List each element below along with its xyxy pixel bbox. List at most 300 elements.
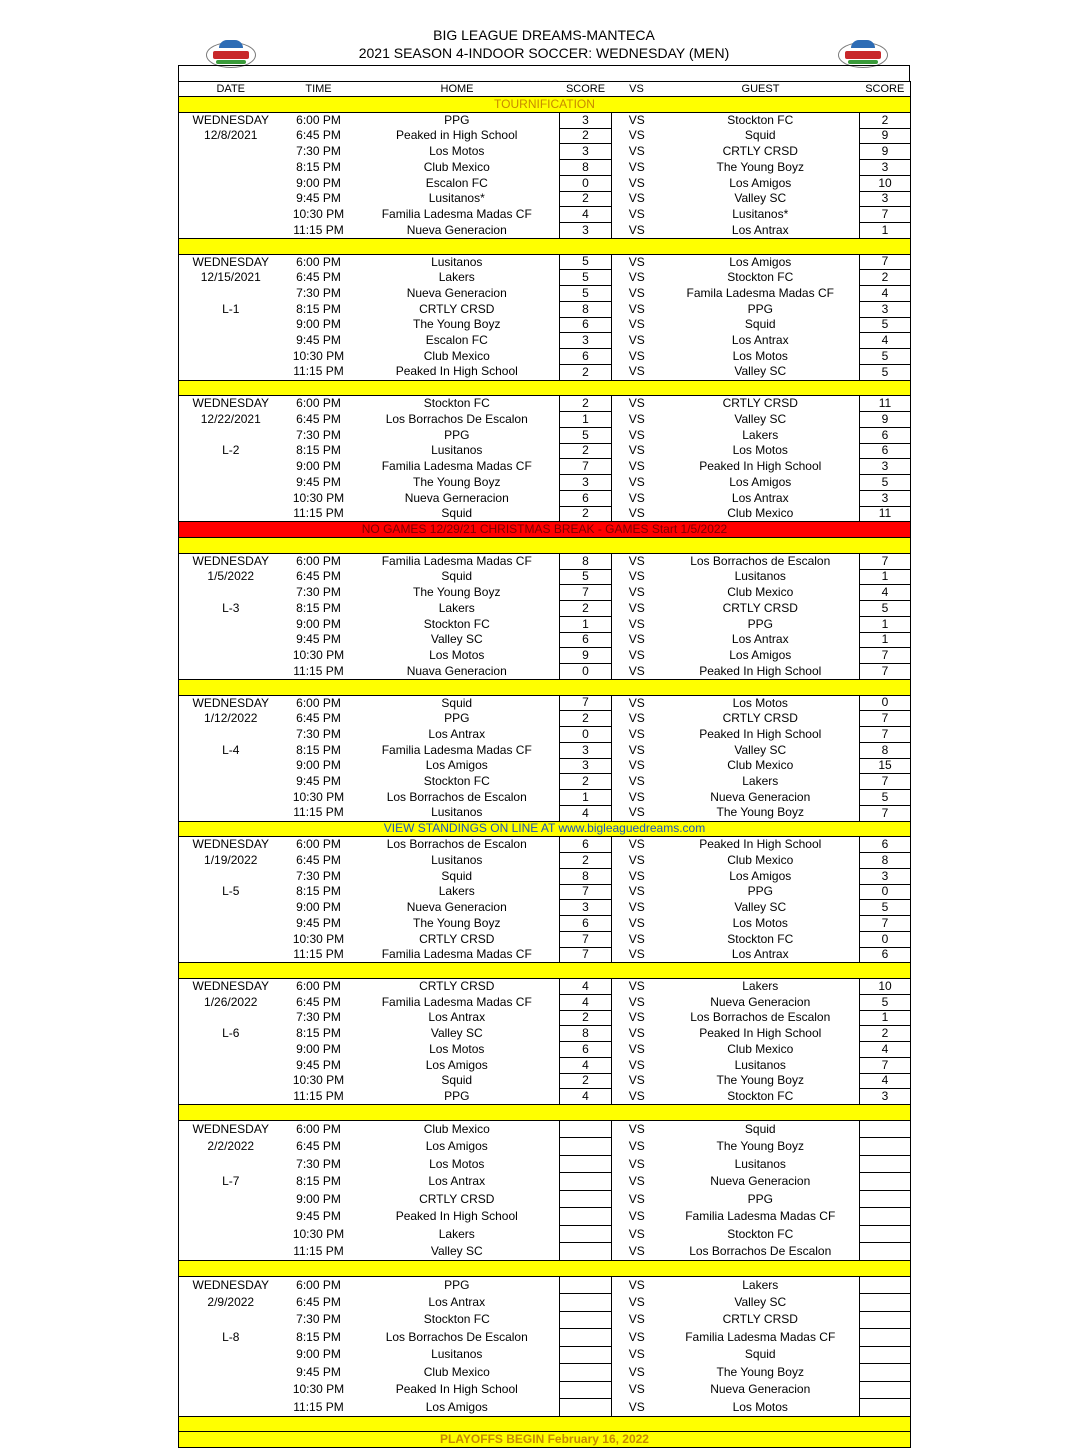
- home-score-cell: [560, 1155, 612, 1173]
- date-cell: 12/22/2021: [179, 412, 283, 428]
- table-row: [179, 774, 911, 790]
- home-score-cell: 0: [560, 664, 612, 680]
- guest-team-cell: Peaked In High School: [699, 663, 822, 678]
- guest-score-cell: 7: [860, 648, 911, 664]
- home-team-cell: Lusitanos*: [428, 191, 485, 206]
- time-cell: 11:15 PM: [293, 364, 344, 379]
- home-team-cell: Lusitanos: [431, 254, 483, 269]
- home-team-cell: Lakers: [438, 1226, 475, 1241]
- vs-cell: VS: [628, 1347, 645, 1362]
- guest-team-cell: Lakers: [742, 1277, 779, 1292]
- vs-cell: VS: [628, 726, 645, 741]
- table-row: [179, 1294, 911, 1312]
- guest-team-cell: Stockton FC: [727, 270, 794, 285]
- table-row: [179, 758, 911, 774]
- table-row: [179, 884, 911, 900]
- guest-score-cell: 4: [860, 1042, 911, 1058]
- table-row: [179, 128, 911, 144]
- guest-score-cell: [860, 1276, 911, 1294]
- table-row: [179, 427, 911, 443]
- time-cell: 6:00 PM: [296, 837, 341, 852]
- guest-score-cell: [860, 1346, 911, 1364]
- home-team-cell: CRTLY CRSD: [419, 1191, 495, 1206]
- guest-team-cell: CRTLY CRSD: [722, 600, 798, 615]
- home-team-cell: Los Amigos: [425, 758, 488, 773]
- home-team-cell: Lakers: [438, 270, 475, 285]
- date-cell: L-2: [179, 443, 283, 459]
- time-cell: 9:00 PM: [296, 1347, 341, 1362]
- home-score-cell: 8: [560, 160, 612, 176]
- home-team-cell: Los Borrachos de Escalon: [386, 837, 527, 852]
- home-score-cell: 0: [560, 175, 612, 191]
- guest-score-cell: 4: [860, 333, 911, 349]
- table-row: [179, 490, 911, 506]
- date-cell: [179, 805, 283, 821]
- table-row: [179, 569, 911, 585]
- guest-score-cell: 5: [860, 475, 911, 491]
- table-row: [179, 711, 911, 727]
- date-cell: [179, 1364, 283, 1382]
- guest-team-cell: Lakers: [742, 774, 779, 789]
- time-cell: 8:15 PM: [296, 600, 341, 615]
- home-score-cell: 2: [560, 128, 612, 144]
- week-separator-cell: [179, 238, 911, 254]
- vs-cell: VS: [628, 396, 645, 411]
- guest-team-cell: CRTLY CRSD: [722, 711, 798, 726]
- guest-team-cell: Los Antrax: [731, 947, 789, 962]
- home-team-cell: Peaked In High School: [395, 1382, 518, 1397]
- time-cell: 6:00 PM: [296, 1121, 341, 1136]
- time-cell: 10:30 PM: [292, 1382, 345, 1397]
- home-team-cell: Familia Ladesma Madas CF: [381, 459, 532, 474]
- guest-score-cell: 8: [860, 742, 911, 758]
- vs-cell: VS: [628, 648, 645, 663]
- time-cell: 6:00 PM: [296, 1277, 341, 1292]
- date-cell: [179, 585, 283, 601]
- time-cell: 11:15 PM: [293, 222, 344, 237]
- table-row: [179, 443, 911, 459]
- home-score-cell: 2: [560, 853, 612, 869]
- home-score-cell: 1: [560, 412, 612, 428]
- table-row: [179, 1073, 911, 1089]
- table-row: [179, 1329, 911, 1347]
- home-team-cell: Lakers: [438, 600, 475, 615]
- date-cell: [179, 160, 283, 176]
- christmas-break-banner: NO GAMES 12/29/21 CHRISTMAS BREAK - GAMES Start 1/5/2022: [179, 522, 911, 538]
- date-cell: L-4: [179, 742, 283, 758]
- guest-score-cell: 6: [860, 947, 911, 963]
- guest-team-cell: Stockton FC: [727, 112, 794, 127]
- time-cell: 11:15 PM: [293, 1399, 344, 1414]
- home-score-cell: 9: [560, 648, 612, 664]
- guest-score-cell: 7: [860, 207, 911, 223]
- guest-team-cell: Nueva Generacion: [710, 1174, 811, 1188]
- guest-team-cell: PPG: [747, 301, 773, 316]
- home-score-cell: 3: [560, 475, 612, 491]
- vs-cell: VS: [628, 1312, 645, 1327]
- home-score-cell: 7: [560, 931, 612, 947]
- date-cell: [179, 664, 283, 680]
- table-row: [179, 175, 911, 191]
- home-team-cell: Nuava Generacion: [406, 663, 507, 678]
- home-team-cell: Los Antrax: [428, 1294, 486, 1309]
- home-team-cell: Los Borrachos de Escalon: [386, 789, 527, 804]
- vs-cell: VS: [628, 427, 645, 442]
- guest-team-cell: Los Amigos: [729, 254, 792, 269]
- home-team-cell: Lusitanos: [431, 443, 483, 458]
- home-team-cell: Los Motos: [429, 144, 485, 159]
- home-score-cell: 7: [560, 947, 612, 963]
- home-team-cell: Stockton FC: [423, 396, 490, 411]
- date-cell: [179, 1073, 283, 1089]
- date-cell: [179, 774, 283, 790]
- date-cell: [179, 207, 283, 223]
- home-team-cell: Lusitanos: [431, 852, 483, 867]
- time-cell: 9:00 PM: [296, 1191, 341, 1206]
- date-cell: 1/12/2022: [179, 711, 283, 727]
- home-team-cell: Los Amigos: [425, 1399, 488, 1414]
- home-team-cell: Lusitanos: [431, 805, 483, 820]
- time-cell: 9:45 PM: [296, 1364, 341, 1379]
- tournification-banner: TOURNIFICATION: [179, 97, 911, 113]
- vs-cell: VS: [628, 569, 645, 584]
- home-score-cell: 2: [560, 443, 612, 459]
- date-cell: [179, 175, 283, 191]
- home-score-cell: 6: [560, 632, 612, 648]
- guest-score-cell: 1: [860, 223, 911, 239]
- guest-team-cell: The Young Boyz: [716, 1073, 804, 1088]
- schedule-table: [178, 81, 911, 1448]
- date-cell: L-6: [179, 1026, 283, 1042]
- guest-team-cell: Los Amigos: [729, 868, 792, 883]
- date-cell: [179, 632, 283, 648]
- vs-cell: VS: [628, 553, 645, 568]
- home-team-cell: Los Amigos: [425, 1057, 488, 1072]
- vs-cell: VS: [628, 443, 645, 458]
- home-team-cell: Club Mexico: [423, 348, 490, 363]
- table-row: [179, 506, 911, 522]
- vs-cell: VS: [628, 175, 645, 190]
- vs-cell: VS: [628, 774, 645, 789]
- column-header-6: SCORE: [860, 82, 911, 97]
- date-cell: 12/8/2021: [179, 128, 283, 144]
- time-cell: 6:00 PM: [296, 553, 341, 568]
- home-score-cell: 2: [560, 506, 612, 522]
- week-separator-cell: [179, 963, 911, 979]
- table-row: [179, 223, 911, 239]
- table-row: [179, 1042, 911, 1058]
- guest-team-cell: Los Motos: [732, 695, 788, 710]
- table-row: [179, 648, 911, 664]
- table-row: [179, 286, 911, 302]
- home-team-cell: Los Motos: [429, 1041, 485, 1056]
- guest-score-cell: [860, 1138, 911, 1156]
- date-cell: 1/19/2022: [179, 853, 283, 869]
- time-cell: 9:00 PM: [296, 616, 341, 631]
- home-score-cell: 2: [560, 774, 612, 790]
- table-row: [179, 349, 911, 365]
- guest-score-cell: 15: [860, 758, 911, 774]
- guest-team-cell: Peaked In High School: [699, 726, 822, 741]
- guest-score-cell: 8: [860, 853, 911, 869]
- time-cell: 10:30 PM: [292, 348, 345, 363]
- table-row: [179, 1155, 911, 1173]
- guest-team-cell: Valley SC: [734, 191, 787, 206]
- time-cell: 11:15 PM: [293, 506, 344, 521]
- home-score-cell: 5: [560, 569, 612, 585]
- vs-cell: VS: [628, 159, 645, 174]
- guest-score-cell: 6: [860, 837, 911, 853]
- vs-cell: VS: [628, 915, 645, 930]
- home-score-cell: 6: [560, 317, 612, 333]
- vs-cell: VS: [628, 411, 645, 426]
- home-team-cell: The Young Boyz: [413, 317, 501, 332]
- guest-team-cell: Club Mexico: [727, 1041, 794, 1056]
- vs-cell: VS: [628, 742, 645, 757]
- home-score-cell: [560, 1225, 612, 1243]
- home-score-cell: [560, 1399, 612, 1417]
- guest-score-cell: 11: [860, 396, 911, 412]
- home-team-cell: Familia Ladesma Madas CF: [381, 207, 532, 222]
- home-score-cell: 4: [560, 1057, 612, 1073]
- vs-cell: VS: [628, 301, 645, 316]
- guest-team-cell: Lakers: [742, 427, 779, 442]
- date-cell: L-5: [179, 884, 283, 900]
- vs-cell: VS: [628, 1329, 645, 1344]
- time-cell: 6:00 PM: [296, 396, 341, 411]
- table-row: [179, 1276, 911, 1294]
- home-score-cell: 7: [560, 585, 612, 601]
- time-cell: 6:00 PM: [296, 254, 341, 269]
- time-cell: 7:30 PM: [296, 144, 341, 159]
- home-score-cell: 3: [560, 223, 612, 239]
- guest-score-cell: [860, 1399, 911, 1417]
- home-score-cell: 8: [560, 1026, 612, 1042]
- home-team-cell: Los Amigos: [425, 1139, 488, 1153]
- home-score-cell: 5: [560, 270, 612, 286]
- guest-team-cell: CRTLY CRSD: [722, 1312, 798, 1327]
- guest-team-cell: PPG: [747, 1191, 773, 1206]
- time-cell: 6:45 PM: [296, 1294, 341, 1309]
- table-row: [179, 191, 911, 207]
- vs-cell: VS: [628, 112, 645, 127]
- home-team-cell: The Young Boyz: [413, 585, 501, 600]
- vs-cell: VS: [628, 490, 645, 505]
- home-score-cell: 8: [560, 553, 612, 569]
- home-score-cell: 7: [560, 695, 612, 711]
- guest-team-cell: Los Amigos: [729, 474, 792, 489]
- guest-team-cell: Los Motos: [732, 443, 788, 458]
- time-cell: 10:30 PM: [292, 207, 345, 222]
- home-score-cell: 4: [560, 805, 612, 821]
- guest-score-cell: 10: [860, 979, 911, 995]
- guest-score-cell: 3: [860, 301, 911, 317]
- home-team-cell: Stockton FC: [423, 774, 490, 789]
- vs-cell: VS: [628, 805, 645, 820]
- vs-cell: VS: [628, 1010, 645, 1025]
- time-cell: 8:15 PM: [296, 301, 341, 316]
- guest-team-cell: Squid: [744, 317, 776, 332]
- date-cell: [179, 868, 283, 884]
- date-cell: [179, 475, 283, 491]
- time-cell: 7:30 PM: [296, 1156, 341, 1171]
- date-cell: [179, 459, 283, 475]
- time-cell: 10:30 PM: [292, 490, 345, 505]
- time-cell: 10:30 PM: [292, 1226, 345, 1241]
- date-cell: [179, 1208, 283, 1226]
- column-header-2: HOME: [355, 82, 560, 97]
- column-header-4: VS: [612, 82, 662, 97]
- date-cell: [179, 790, 283, 806]
- home-score-cell: [560, 1138, 612, 1156]
- week-separator-cell: [179, 679, 911, 695]
- vs-cell: VS: [628, 474, 645, 489]
- home-team-cell: Peaked in High School: [396, 128, 518, 143]
- home-team-cell: Lakers: [438, 884, 475, 899]
- time-cell: 6:45 PM: [296, 569, 341, 584]
- guest-score-cell: 9: [860, 412, 911, 428]
- guest-team-cell: Valley SC: [734, 900, 787, 915]
- guest-team-cell: Valley SC: [734, 411, 787, 426]
- home-score-cell: 2: [560, 1073, 612, 1089]
- guest-team-cell: Los Motos: [732, 348, 788, 363]
- guest-team-cell: Stockton FC: [727, 1226, 794, 1241]
- date-cell: [179, 947, 283, 963]
- home-team-cell: Squid: [441, 569, 473, 584]
- home-team-cell: Familia Ladesma Madas CF: [381, 994, 532, 1009]
- table-row: [179, 317, 911, 333]
- vs-cell: VS: [628, 1364, 645, 1379]
- vs-cell: VS: [628, 585, 645, 600]
- vs-cell: VS: [628, 884, 645, 899]
- time-cell: 9:45 PM: [296, 1057, 341, 1072]
- guest-score-cell: 6: [860, 443, 911, 459]
- home-score-cell: 4: [560, 979, 612, 995]
- guest-score-cell: [860, 1294, 911, 1312]
- vs-cell: VS: [628, 285, 645, 300]
- vs-cell: VS: [628, 931, 645, 946]
- guest-score-cell: [860, 1381, 911, 1399]
- vs-cell: VS: [628, 1139, 645, 1153]
- vs-cell: VS: [628, 758, 645, 773]
- guest-score-cell: 3: [860, 868, 911, 884]
- vs-cell: VS: [628, 317, 645, 332]
- guest-score-cell: 10: [860, 175, 911, 191]
- table-row: [179, 1399, 911, 1417]
- week-separator: [179, 1416, 911, 1432]
- time-cell: 6:45 PM: [296, 852, 341, 867]
- guest-team-cell: PPG: [747, 616, 773, 631]
- home-score-cell: 3: [560, 758, 612, 774]
- table-row: [179, 144, 911, 160]
- standings-banner: VIEW STANDINGS ON LINE AT www.bigleaguedreams.com: [179, 821, 911, 837]
- week-separator: [179, 238, 911, 254]
- guest-team-cell: Los Motos: [732, 1399, 788, 1414]
- table-row: [179, 160, 911, 176]
- time-cell: 11:15 PM: [293, 947, 344, 962]
- vs-cell: VS: [628, 711, 645, 726]
- guest-score-cell: 1: [860, 569, 911, 585]
- date-cell: [179, 648, 283, 664]
- table-row: [179, 1190, 911, 1208]
- home-score-cell: [560, 1243, 612, 1261]
- home-team-cell: Club Mexico: [423, 159, 490, 174]
- guest-score-cell: 7: [860, 805, 911, 821]
- table-row: [179, 1010, 911, 1026]
- vs-cell: VS: [628, 1294, 645, 1309]
- time-cell: 10:30 PM: [292, 931, 345, 946]
- date-cell: [179, 333, 283, 349]
- time-cell: 9:45 PM: [296, 191, 341, 206]
- home-team-cell: Valley SC: [430, 632, 483, 647]
- date-cell: 2/2/2022: [179, 1138, 283, 1156]
- guest-score-cell: [860, 1311, 911, 1329]
- guest-score-cell: 3: [860, 1089, 911, 1105]
- home-score-cell: 7: [560, 459, 612, 475]
- table-row: [179, 1364, 911, 1382]
- home-score-cell: [560, 1120, 612, 1138]
- home-score-cell: 6: [560, 349, 612, 365]
- time-cell: 9:00 PM: [296, 1041, 341, 1056]
- home-team-cell: Club Mexico: [423, 1364, 490, 1379]
- guest-score-cell: 4: [860, 286, 911, 302]
- guest-score-cell: 7: [860, 774, 911, 790]
- guest-score-cell: 9: [860, 144, 911, 160]
- date-cell: WEDNESDAY: [179, 1120, 283, 1138]
- home-team-cell: PPG: [444, 1088, 470, 1103]
- vs-cell: VS: [628, 695, 645, 710]
- home-score-cell: [560, 1381, 612, 1399]
- guest-score-cell: 1: [860, 616, 911, 632]
- guest-team-cell: Stockton FC: [727, 931, 794, 946]
- vs-cell: VS: [628, 852, 645, 867]
- guest-score-cell: 7: [860, 916, 911, 932]
- vs-cell: VS: [628, 868, 645, 883]
- time-cell: 11:15 PM: [293, 663, 344, 678]
- table-row: [179, 1026, 911, 1042]
- time-cell: 6:45 PM: [296, 128, 341, 143]
- vs-cell: VS: [628, 144, 645, 159]
- guest-team-cell: Club Mexico: [727, 758, 794, 773]
- vs-cell: VS: [628, 789, 645, 804]
- time-cell: 8:15 PM: [296, 1174, 341, 1188]
- table-row: [179, 333, 911, 349]
- guest-score-cell: 2: [860, 1026, 911, 1042]
- table-row: [179, 947, 911, 963]
- home-score-cell: 3: [560, 112, 612, 128]
- date-cell: [179, 223, 283, 239]
- home-score-cell: 8: [560, 868, 612, 884]
- vs-cell: VS: [628, 900, 645, 915]
- guest-score-cell: 3: [860, 191, 911, 207]
- guest-score-cell: 1: [860, 1010, 911, 1026]
- table-row: [179, 727, 911, 743]
- guest-team-cell: CRTLY CRSD: [722, 144, 798, 159]
- vs-cell: VS: [628, 191, 645, 206]
- home-score-cell: 2: [560, 191, 612, 207]
- time-cell: 11:15 PM: [293, 805, 344, 820]
- guest-score-cell: 0: [860, 695, 911, 711]
- date-cell: [179, 490, 283, 506]
- table-row: [179, 916, 911, 932]
- home-score-cell: [560, 1364, 612, 1382]
- guest-team-cell: Peaked In High School: [699, 459, 822, 474]
- guest-score-cell: 11: [860, 506, 911, 522]
- date-cell: [179, 1243, 283, 1261]
- vs-cell: VS: [628, 128, 645, 143]
- guest-score-cell: 4: [860, 1073, 911, 1089]
- time-cell: 6:45 PM: [296, 411, 341, 426]
